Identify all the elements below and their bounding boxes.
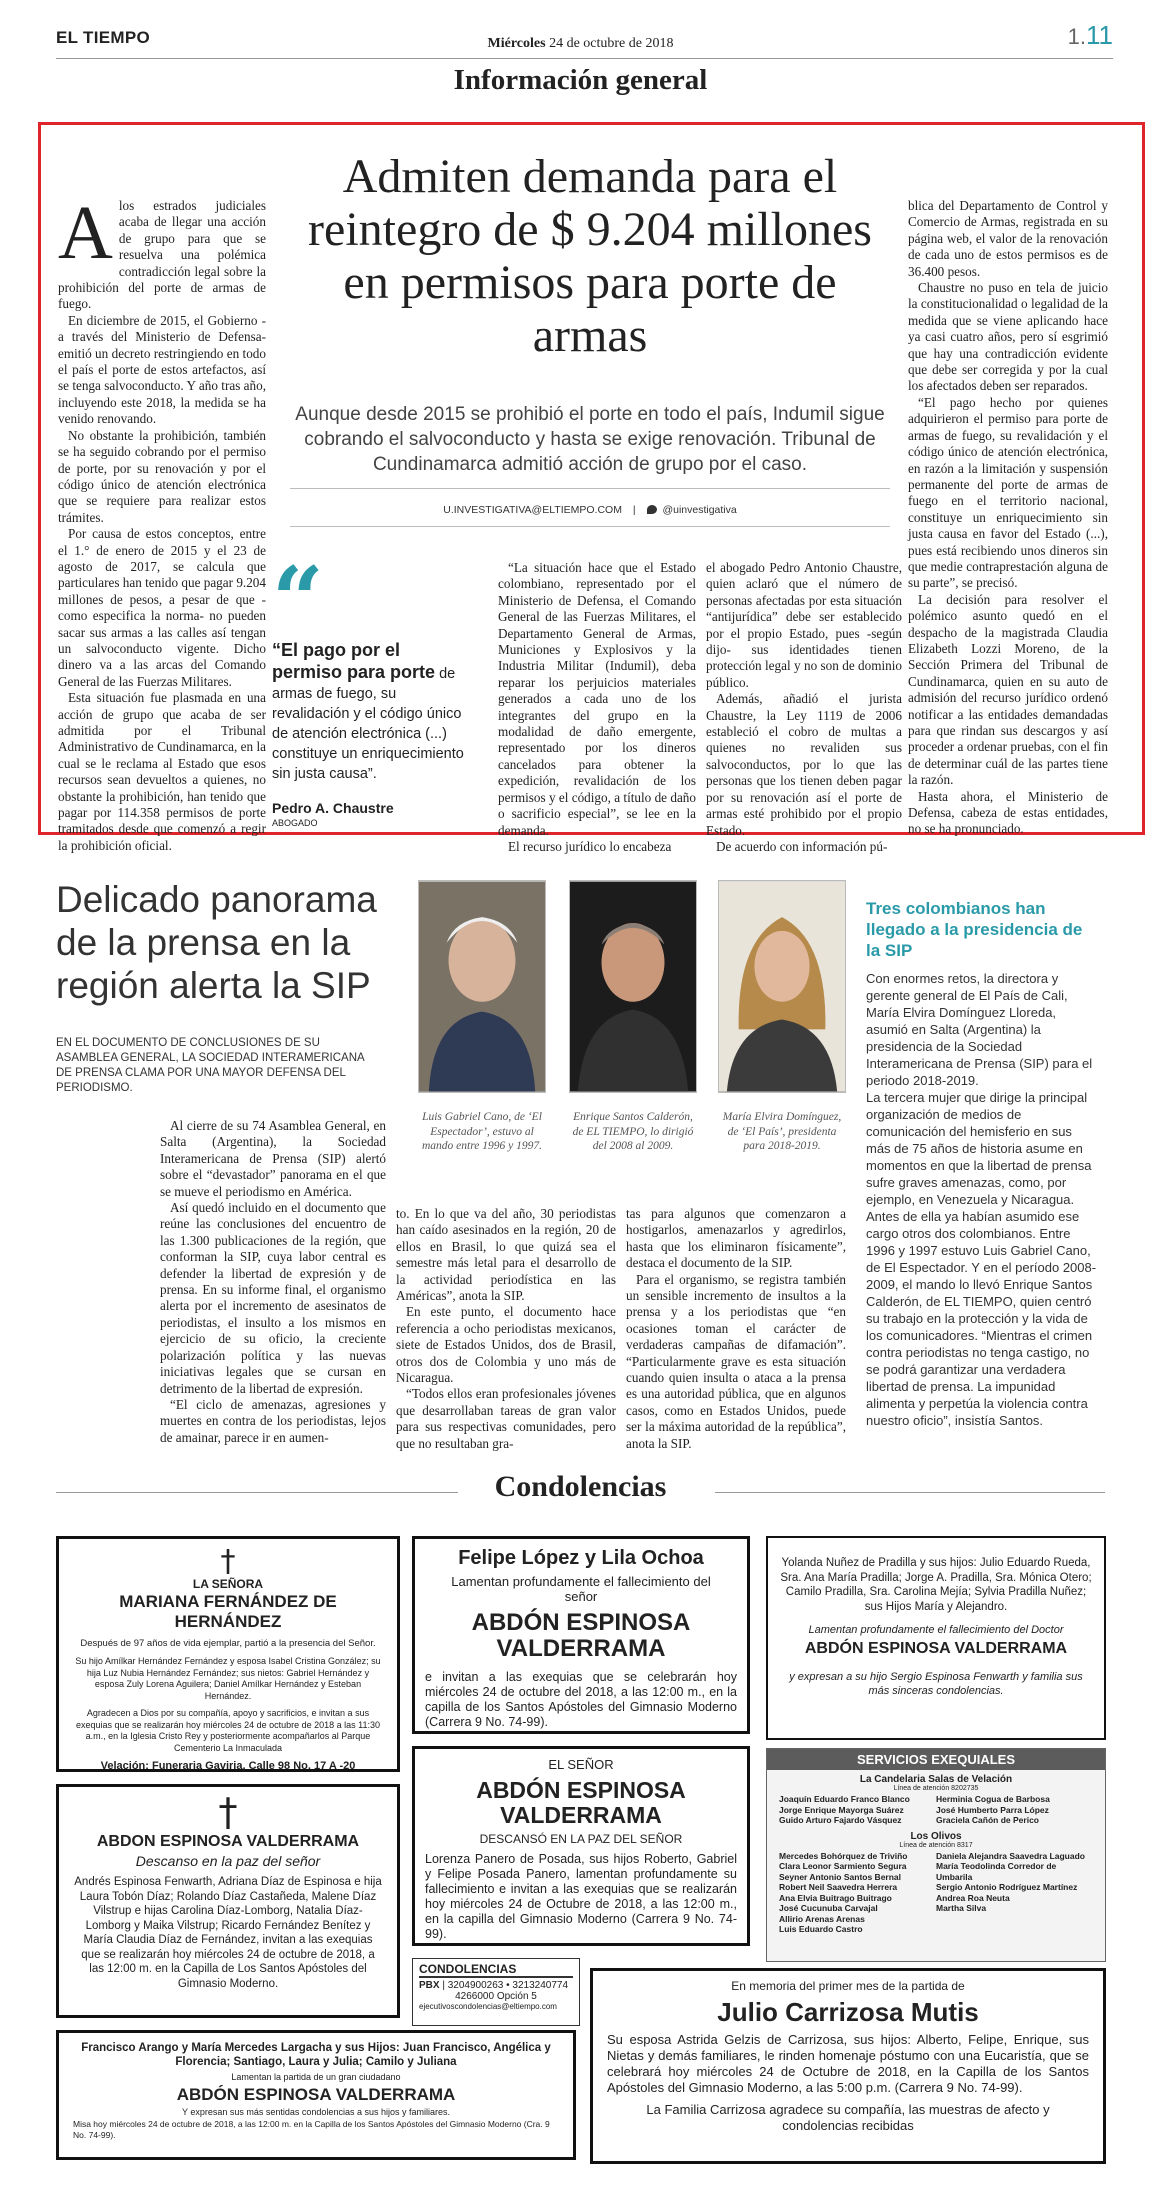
paragraph: Antes de ella ya habían asumido ese cargo otros dos colombianos. Entre 1996 y 1997 estuvo Luis Gabriel Cano, de El Espectador. Y en el período 2008-2009, el mando lo llevó Enrique Santos Calderón, de EL TIEMPO, quien centró su trabajo en la protección y la vida de los comunicadores. “Mientras el crimen contra periodistas no tenga castigo, no se podrá garantizar una verdadera libertad de prensa. La impunidad alimenta y perpetúa la violencia contra nuestro oficio”, insistía Santos.: [866, 1209, 1097, 1428]
list-item: María Teodolinda Corredor de Umbarila: [936, 1861, 1057, 1882]
condolence-notice: [56, 1536, 400, 1772]
contact-rule: [290, 526, 890, 527]
funeral-services-ad: [766, 1748, 1106, 1962]
notice-text: Su hijo Amílkar Hernández Fernández y esposa Isabel Cristina González; su hija Luz Nubia Hernández Fernández; sus nietos: Gabriel Hernández y esposa Zuly Lorena Aguilera; Daniel Amílkar Hernández y Esteban Hernández.: [75, 1656, 381, 1701]
ad-subtitle: Los Olivos: [910, 1830, 962, 1842]
notice-text: Lorenza Panero de Posada, sus hijos Roberto, Gabriel y Felipe Posada Panero, lamentan profundamente su fallecimiento e invitan a las exequias que se realizarán hoy miércoles 24 de Octubre de 2018, a las 12:00 m., en la capilla del Gimnasio Moderno (Carrera 9 No. 74-99).: [425, 1852, 737, 1941]
ad-phone: Línea de atención 8317: [899, 1841, 973, 1849]
paragraph: to. En lo que va del año, 30 periodistas han caído asesinados en la región, 20 de ellos en Brasil, lo que quizá sea el semestre más letal para el desarrollo de la actividad periodística en las Américas”, anota la SIP.: [396, 1206, 616, 1304]
paragraph: Por causa de estos conceptos, entre el 1.° de enero de 2015 y el 23 de agosto de 2017, se calcula que particulares han tenido que pagar 9.204 millones de pesos, a pesar de que -como especifica la norma- no pueden sacar sus armas a las calles así tengan un salvoconducto vigente. Dicho dinero va a las arcas del Comando General de las Fuerzas Militares.: [58, 526, 266, 689]
deceased-name: ABDÓN ESPINOSA VALDERRAMA: [471, 1609, 691, 1662]
notice-title: Felipe López y Lila Ochoa: [458, 1547, 704, 1569]
list-item: Herminia Cogua de Barbosa: [936, 1794, 1050, 1804]
cross-icon: †: [218, 1790, 238, 1834]
notice-text: Yolanda Nuñez de Pradilla y sus hijos: Julio Eduardo Rueda, Sra. Ana María Pradilla; Jorge A. Pradilla, Sra. Mónica Otero; Camilo Pradilla, Sra. Carolina Mejía; Sylvia Pradilla Nuñez; sus Hijos María y Alejandro.: [780, 1557, 1092, 1613]
contact-phones: PBX | 3204900263 • 3213240774: [419, 1980, 569, 1991]
list-item: Andrea Roa Neuta: [936, 1892, 1010, 1903]
notice-text: e invitan a las exequias que se celebrarán hoy miércoles 24 de octubre del 2018, a las 12:00 m., en la capilla de los Santos Apóstoles del Gimnasio Moderno (Carrera 9 No. 74-99).: [425, 1670, 737, 1729]
paragraph: Para el organismo, se registra también un sensible incremento de insultos a la prensa y a los periodistas que “en ocasiones toman el carácter de verdaderas campañas de difamación”. “Particularmente grave es esta situación cuando quien insulta o ataca a la prensa es una autoridad pública, que en algunos casos, como en Estados Unidos, puede ser la máxima autoridad de la república”, anota la SIP.: [626, 1271, 846, 1451]
separator: |: [632, 504, 636, 516]
condolencias-title: Condolencias: [494, 1470, 667, 1503]
twitter-icon: [647, 505, 657, 514]
page-number-major: 1.: [1067, 24, 1086, 49]
paragraph: Así quedó incluido en el documento que reúne las conclusiones del encuentro de las 1.300 publicaciones de la región, que conforman la SIP, cuya labor central es defender la libertad de expresión y de prensa. En su informe final, el organismo alerta por el incremento de asesinatos de periodistas, el insulto a los mismos en ejercicio de su oficio, la creciente polarización política y las nuevas iniciativas legales que se cursan en detrimento de la libertad de expresión.: [160, 1200, 386, 1396]
quote-mark-icon: “: [272, 547, 324, 653]
notice-text: En memoria del primer mes de la partida de: [731, 1979, 965, 1993]
notice-text: La Familia Carrizosa agradece su compañía, las muestras de afecto y condolencias recibidas: [646, 2102, 1050, 2133]
ad-phone: Línea de atención 8202735: [893, 1785, 979, 1792]
list-item: Allirio Arenas Arenas: [779, 1913, 865, 1924]
notice-text: Agradecen a Dios por su compañía, apoyo y sacrificios, e invitan a sus exequias que se realizarán hoy miércoles 24 de octubre de 2018 a las 11:30 a.m., en la Iglesia Cristo Rey y posteriormente acompañarlos al Parque Cementerio La Inmaculada: [75, 1708, 381, 1753]
main-deck: Aunque desde 2015 se prohibió el porte en todo el país, Indumil sigue cobrando el salvoconducto y hasta se exige renovación. Tribunal de Cundinamarca admitió acción de grupo por el caso.: [295, 404, 885, 475]
sip-column-2: [396, 1206, 616, 1452]
list-item: Luis Eduardo Castro: [779, 1924, 863, 1934]
condolence-notice: [56, 2030, 576, 2160]
list-item: Mercedes Bohórquez de Triviño: [779, 1850, 908, 1861]
main-story-column-3: [498, 560, 696, 855]
photo-luis-gabriel-cano: [418, 880, 546, 1093]
notice-text: Y expresan sus más sentidas condolencias a sus hijos y familiares.: [182, 2107, 450, 2117]
drop-cap: A: [58, 191, 113, 275]
date-day: Miércoles: [487, 36, 546, 51]
paragraph: Hasta ahora, el Ministerio de Defensa, cabeza de estas entidades, no se ha pronunciado.: [908, 788, 1108, 837]
sip-headline: Delicado panorama de la prensa en la región alerta la SIP: [56, 879, 377, 1006]
section-title: Información general: [453, 64, 708, 96]
portrait-image: [719, 881, 845, 1092]
condolence-notice: [412, 1536, 750, 1734]
photo-caption: Luis Gabriel Cano, de ‘El Espectador’, estuvo al mando entre 1996 y 1997.: [422, 1111, 542, 1152]
ad-list: [767, 1849, 1105, 1937]
paragraph: De acuerdo con información pú-: [716, 838, 888, 854]
header-rule: [56, 58, 1113, 59]
twitter-handle[interactable]: @uinvestigativa: [662, 504, 737, 516]
notice-venue: Velación: Funeraria Gaviria, Calle 98 No. 17 A -20: [100, 1760, 356, 1772]
quote-role: ABOGADO: [272, 818, 318, 828]
list-item: Martha Silva: [936, 1903, 987, 1913]
condolence-notice: [412, 1746, 750, 1946]
deceased-name: ABDÓN ESPINOSA VALDERRAMA: [804, 1640, 1068, 1657]
list-item: Jorge Enrique Mayorga Suárez: [779, 1804, 904, 1815]
paragraph: No obstante la prohibición, también se ha seguido cobrando por el permiso de porte, por su renovación y por el código único de atención electrónica que se requiere para realizar estos trámites.: [58, 427, 266, 525]
notice-label: LA SEÑORA: [192, 1577, 264, 1591]
list-item: José Humberto Parra López: [936, 1804, 1049, 1815]
paragraph: Esta situación fue plasmada en una acción de grupo que acaba de ser admitida por el Tribunal Administrativo de Cundinamarca, en la cual se le reclama al Estado que esos recursos sean devueltos a quienes, no obstante la prohibición, han tenido que pagar por 114.358 permisos de porte tramitados desde que comenzó a regir la prohibición oficial.: [58, 690, 266, 853]
page-number: [1068, 20, 1113, 51]
photo-caption: Enrique Santos Calderón, de EL TIEMPO, lo dirigió del 2008 al 2009.: [572, 1111, 694, 1152]
list-item: Ana Elvia Buitrago Buitrago: [779, 1892, 892, 1903]
dateline: [0, 36, 1161, 52]
sip-column-1: [160, 1118, 386, 1446]
paragraph: el abogado Pedro Antonio Chaustre, quien aclaró que el número de personas afectadas por esta situación “antijurídica” debe ser establecido por el propio Estado, pues -según dijo- sus identidades tienen protección legal y no son de dominio público.: [706, 560, 902, 690]
photo-maria-elvira-dominguez: [718, 880, 846, 1093]
list-item: Sergio Antonio Rodríguez Martínez: [936, 1882, 1078, 1892]
ad-list: [767, 1792, 1105, 1828]
page-number-minor: 11: [1086, 20, 1113, 50]
photo-enrique-santos: [569, 880, 697, 1093]
notice-text: Lamentan profundamente el fallecimiento del Doctor: [808, 1624, 1064, 1636]
deceased-name: Julio Carrizosa Mutis: [717, 1997, 979, 2027]
main-headline: Admiten demanda para el reintegro de $ 9.204 millones en permisos para porte de armas: [308, 150, 872, 362]
paragraph: “Todos ellos eran profesionales jóvenes que desarrollaban tareas de gran valor para sus respectivas comunidades, pero que no resultaban gra-: [396, 1386, 616, 1451]
paragraph: En diciembre de 2015, el Gobierno -a través del Ministerio de Defensa- emitió un decreto restringiendo en todo el país el porte de estos artefactos, así se tenga salvoconducto. Y año tras año, incluyendo este 2018, la medida se ha venido renovando.: [58, 312, 266, 427]
portrait-image: [419, 881, 545, 1092]
paragraph: “La situación hace que el Estado colombiano, representado por el Ministerio de Defensa, el Comando General de las Fuerzas Militares, el Departamento General de Armas, Municiones y Explosivos y la Industria Militar (Indumil), deba reparar los perjuicios materiales generados a cada uno de los integrantes del grupo en la modalidad de daño emergente, representado por los dineros cancelados para obtener la expedición, revalidación de los permisos y el código, a título de daño o sacrificio especial”, se lee en la demanda.: [498, 560, 696, 838]
cross-icon: †: [220, 1544, 236, 1579]
deck-rule: [290, 488, 890, 489]
pull-quote-rest: de armas de fuego, su revalidación y el código único de atención electrónica (...) constituye un enriquecimiento sin justa causa”.: [272, 666, 464, 782]
list-item: Daniela Alejandra Saavedra Laguado: [936, 1850, 1085, 1861]
pull-quote: [272, 640, 472, 784]
deceased-name: ABDÓN ESPINOSA VALDERRAMA: [476, 1777, 686, 1828]
paragraph: Al cierre de su 74 Asamblea General, en Salta (Argentina), la Sociedad Interamericana de Prensa (SIP) alertó sobre el “devastador” panorama en el que se mueve el periodismo en América.: [160, 1118, 386, 1199]
pull-quote-bold: “El pago por el permiso para porte: [272, 640, 436, 682]
list-item: Clara Leonor Sarmiento Segura: [779, 1861, 907, 1871]
condolence-notice: [590, 1968, 1106, 2164]
notice-text: Su esposa Astrida Gelzis de Carrizosa, sus hijos: Alberto, Felipe, Enrique, sus Nietas y demás familiares, le rinden homenaje póstumo con una Eucaristía, que se celebrará hoy miércoles 24 de Octubre de 2018, en la Capilla de los Santos Apóstoles del Gimnasio Moderno, a las 5:00 p.m. (Carrera 9 No. 74-99).: [607, 2032, 1089, 2095]
sip-column-3: [626, 1206, 846, 1452]
ad-subtitle: La Candelaria Salas de Velación: [859, 1774, 1013, 1785]
main-story-column-5: [908, 198, 1108, 838]
paragraph: “El ciclo de amenazas, agresiones y muertes en contra de los periodistas, lejos de amainar, parece ir en aumen-: [160, 1396, 386, 1445]
paragraph: Además, añadió el jurista Chaustre, la Ley 1119 de 2006 estableció el cobro de multas a quienes no revaliden sus salvoconductos, por lo que las personas que los tienen deben pagar por su renovación así el porte de armas esté prohibido por el propio Estado.: [706, 691, 902, 838]
notice-text: Andrés Espinosa Fenwarth, Adriana Díaz de Espinosa e hija Laura Tobón Díaz; Rolando Díaz Castañeda, Malene Díaz Vilstrup e hijas Carolina Díaz-Lomborg, Natalia Díaz-Lomborg y Maika Vilstrup; Ricardo Fernández Benítez y María Claudia Díaz de Fernández, invitan a las exequias que se realizarán hoy miércoles 24 de octubre de 2018, a las 12:00 m. en la Capilla de Los Santos Apóstoles del Gimnasio Moderno.: [74, 1876, 382, 1990]
paragraph: La decisión para resolver el polémico asunto quedó en el despacho de la magistrada Claudia Elizabeth Lozzi Moreno, de la Sección Primera del Tribunal de Cundinamarca, quien en su auto de admisión del recurso jurídico ordenó notificar a las entidades demandadas para que rindan sus descargos y así proceder a ordenar pruebas, con el fin de determinar cuál de las partes tiene la razón.: [908, 591, 1108, 788]
paragraph: En este punto, el documento hace referencia a ocho periodistas mexicanos, siete de Estados Unidos, dos de Brasil, otros dos de Colombia y uno más de Nicaragua.: [396, 1304, 616, 1386]
list-item: Graciela Cañón de Perico: [936, 1815, 1039, 1825]
notice-text: Francisco Arango y María Mercedes Largacha y sus Hijos: Juan Francisco, Angélica y Florencia; Santiago, Laura y Julia; Camilo y Juliana: [81, 2042, 551, 2068]
paragraph: Con enormes retos, la directora y gerente general de El País de Cali, María Elvira Domínguez Lloreda, asumió en Salta (Argentina) la presidencia de la Sociedad Interamericana de Prensa (SIP) para el periodo 2018-2019.: [866, 971, 1093, 1088]
list-item: José Cucunuba Carvajal: [779, 1903, 878, 1913]
contact-title: CONDOLENCIAS: [419, 1962, 573, 1978]
notice-text: Después de 97 años de vida ejemplar, partió a la presencia del Señor.: [80, 1638, 376, 1649]
paragraph: blica del Departamento de Control y Comercio de Armas, registrada en su página web, el valor de la renovación de cada uno de estos permisos es de 36.400 pesos.: [908, 198, 1108, 279]
paragraph: tas para algunos que comenzaron a hostigarlos, amenazarlos y agredirlos, hasta que los eliminaron físicamente”, destaca el documento de la SIP.: [626, 1206, 846, 1271]
sip-deck: EN EL DOCUMENTO DE CONCLUSIONES DE SU ASAMBLEA GENERAL, LA SOCIEDAD INTERAMERICANA DE PRENSA CLAMA POR UNA MAYOR DEFENSA DEL PERIODISMO.: [56, 1037, 365, 1094]
list-item: Seyner Antonio Santos Bernal: [779, 1871, 902, 1882]
list-item: Guido Arturo Fajardo Vásquez: [779, 1815, 902, 1825]
paragraph: los estrados judiciales acaba de llegar una acción de grupo para que se resuelva una polémica contradicción legal sobre la prohibición del porte de armas de fuego.: [58, 198, 266, 312]
deceased-name: MARIANA FERNÁNDEZ DE HERNÁNDEZ: [119, 1592, 337, 1631]
sidebar-body: [866, 970, 1100, 1429]
contact-line: [290, 504, 890, 516]
paragraph: “El pago hecho por quienes adquirieron el permiso para porte de armas de fuego, su revalidación y el código único de atención electrónica, en razón a la limitación y suspensión permanente del porte de armas de fuego en el territorio nacional, constituye un enriquecimiento sin justa causa en favor del Estado (...), pues está recibiendo unos dineros sin que medie contraprestación alguna de su parte”, se precisó.: [908, 394, 1108, 591]
notice-text: Descanso en la paz del señor: [135, 1853, 321, 1869]
quote-author: Pedro A. Chaustre: [272, 800, 394, 816]
notice-text: Lamentan la partida de un gran ciudadano: [231, 2072, 401, 2082]
main-story-column-4: [706, 560, 902, 855]
contact-email[interactable]: ejecutivoscondolencias@eltiempo.com: [419, 2002, 557, 2011]
deceased-name: ABDON ESPINOSA VALDERRAMA: [96, 1833, 360, 1850]
sidebar-headline: Tres colombianos han llegado a la presidencia de la SIP: [866, 899, 1083, 960]
phone-numbers[interactable]: 3204900263 • 3213240774: [447, 1980, 569, 1991]
paragraph: El recurso jurídico lo encabeza: [508, 838, 672, 854]
condolence-notice: [56, 1784, 400, 2018]
ad-title: SERVICIOS EXEQUIALES: [767, 1749, 1105, 1770]
notice-text: Lamentan profundamente el fallecimiento del señor: [451, 1574, 711, 1604]
date-rest: 24 de octubre de 2018: [545, 36, 674, 51]
portrait-image: [570, 881, 696, 1092]
main-story-column-1: [58, 191, 266, 854]
condolence-notice: [766, 1536, 1106, 1740]
phone-secondary[interactable]: 4266000 Opción 5: [455, 1991, 537, 2002]
paragraph: La tercera mujer que dirige la principal organización de medios de comunicación del hemisferio en sus más de 75 años de historia asume en momentos en que la libertad de prensa sufre graves amenazas, como, por ejemplo, en Venezuela y Nicaragua.: [866, 1090, 1092, 1207]
masthead: EL TIEMPO: [56, 28, 151, 47]
list-item: Joaquín Eduardo Franco Blanco: [779, 1794, 910, 1804]
list-item: Robert Neil Saavedra Herrera: [779, 1882, 898, 1892]
notice-text: DESCANSÓ EN LA PAZ DEL SEÑOR: [479, 1832, 683, 1846]
notice-label: EL SEÑOR: [548, 1757, 614, 1772]
notice-text: Misa hoy miércoles 24 de octubre de 2018, a las 12:00 m. en la Capilla de los Santos Apóstoles del Gimnasio Moderno (Cra. 9 No. 74-99).: [73, 2119, 550, 2140]
notice-text: y expresan a su hijo Sergio Espinosa Fenwarth y familia sus más sinceras condolencias.: [789, 1671, 1083, 1697]
deceased-name: ABDÓN ESPINOSA VALDERRAMA: [176, 2085, 456, 2104]
contact-email[interactable]: U.INVESTIGATIVA@ELTIEMPO.COM: [443, 504, 622, 516]
pbx-label: PBX: [419, 1980, 440, 1991]
photo-caption: María Elvira Domínguez, de ‘El País’, presidenta para 2018-2019.: [722, 1111, 842, 1152]
condolencias-contact-box: [412, 1958, 580, 2026]
paragraph: Chaustre no puso en tela de juicio la constitucionalidad o legalidad de la medida que se viene aplicando hace ya casi cuatro años, pero sí esgrimió que hay una contradicción evidente que debe ser corregida y por la cual los afectados deben ser reparados.: [908, 280, 1108, 394]
divider: [715, 1492, 1105, 1493]
